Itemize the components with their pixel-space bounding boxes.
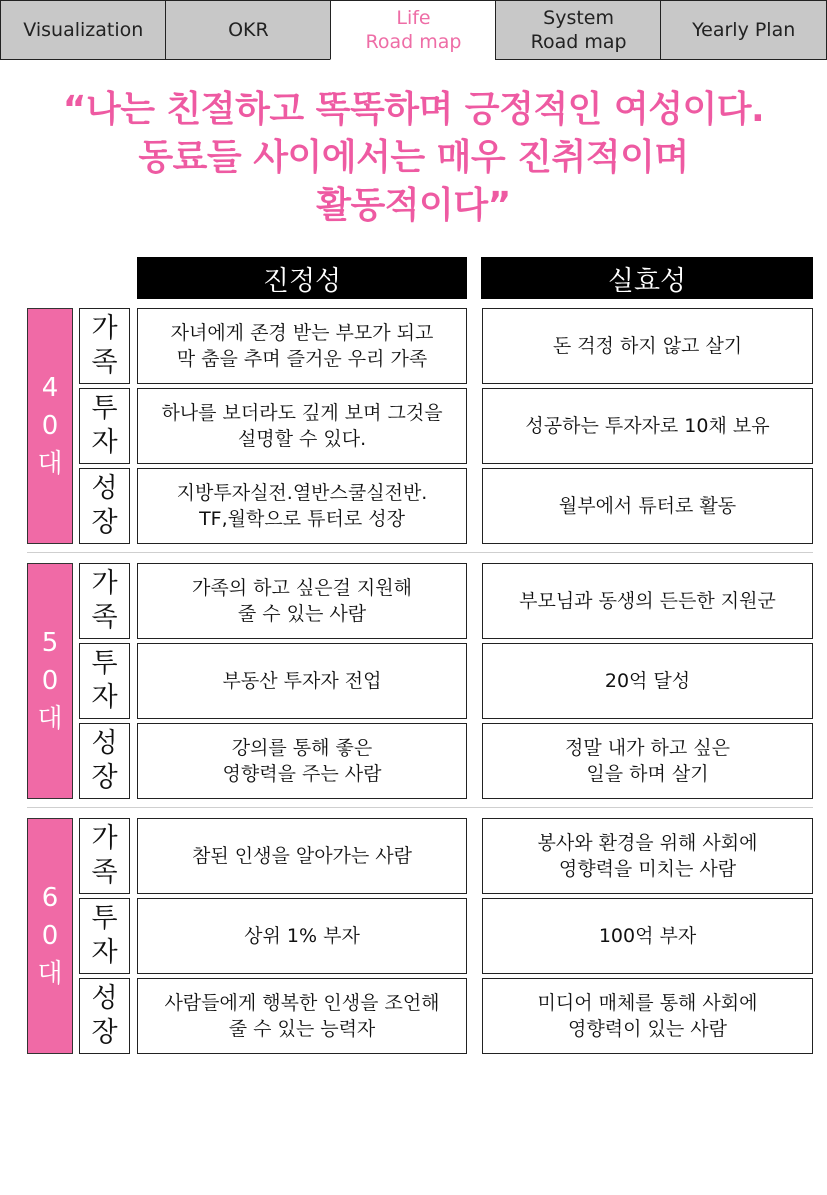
row-family [0, 563, 827, 639]
row-family [0, 818, 827, 894]
age-group-60s [0, 818, 827, 1054]
category-growth: 성 장 [79, 978, 130, 1054]
quote-line-1: “나는 친절하고 똑똑하며 긍정적인 여성이다. [62, 89, 765, 130]
tab-bar [0, 0, 827, 60]
category-family: 가 족 [79, 563, 130, 639]
row-family [0, 308, 827, 384]
category-family: 가 족 [79, 818, 130, 894]
row-investment [0, 898, 827, 974]
authenticity-cell: 지방투자실전.열반스쿨실전반. TF,월학으로 튜터로 성장 [137, 468, 467, 544]
vision-quote [10, 86, 817, 230]
row-growth [0, 723, 827, 799]
tab-system-road-map[interactable]: System Road map [495, 0, 662, 60]
authenticity-cell: 하나를 보더라도 깊게 보며 그것을 설명할 수 있다. [137, 388, 467, 464]
tab-yearly-plan[interactable]: Yearly Plan [660, 0, 827, 60]
category-investment: 투 자 [79, 643, 130, 719]
authenticity-cell: 상위 1% 부자 [137, 898, 467, 974]
effectiveness-cell: 돈 걱정 하지 않고 살기 [482, 308, 813, 384]
tab-visualization[interactable]: Visualization [0, 0, 167, 60]
age-label-40s: 4 0 대 [27, 308, 73, 544]
age-group-40s [0, 308, 827, 544]
authenticity-cell: 사람들에게 행복한 인생을 조언해 줄 수 있는 능력자 [137, 978, 467, 1054]
row-investment [0, 388, 827, 464]
effectiveness-cell: 미디어 매체를 통해 사회에 영향력이 있는 사람 [482, 978, 813, 1054]
row-growth [0, 468, 827, 544]
effectiveness-cell: 성공하는 투자자로 10채 보유 [482, 388, 813, 464]
header-authenticity: 진정성 [137, 257, 467, 299]
effectiveness-cell: 100억 부자 [482, 898, 813, 974]
effectiveness-cell: 정말 내가 하고 싶은 일을 하며 살기 [482, 723, 813, 799]
age-label-60s: 6 0 대 [27, 818, 73, 1054]
tab-life-road-map[interactable]: Life Road map [330, 0, 497, 60]
row-investment [0, 643, 827, 719]
category-investment: 투 자 [79, 388, 130, 464]
authenticity-cell: 강의를 통해 좋은 영향력을 주는 사람 [137, 723, 467, 799]
tab-okr[interactable]: OKR [165, 0, 332, 60]
row-growth [0, 978, 827, 1054]
quote-line-3: 활동적이다” [316, 185, 511, 226]
age-group-50s [0, 563, 827, 799]
effectiveness-cell: 부모님과 동생의 든든한 지원군 [482, 563, 813, 639]
category-investment: 투 자 [79, 898, 130, 974]
category-growth: 성 장 [79, 468, 130, 544]
authenticity-cell: 참된 인생을 알아가는 사람 [137, 818, 467, 894]
quote-line-2: 동료들 사이에서는 매우 진취적이며 [138, 137, 689, 178]
authenticity-cell: 가족의 하고 싶은걸 지원해 줄 수 있는 사람 [137, 563, 467, 639]
header-effectiveness: 실효성 [481, 257, 813, 299]
effectiveness-cell: 봉사와 환경을 위해 사회에 영향력을 미치는 사람 [482, 818, 813, 894]
group-divider [27, 807, 813, 808]
group-divider [27, 552, 813, 553]
effectiveness-cell: 월부에서 튜터로 활동 [482, 468, 813, 544]
authenticity-cell: 자녀에게 존경 받는 부모가 되고 막 춤을 추며 즐거운 우리 가족 [137, 308, 467, 384]
age-label-50s: 5 0 대 [27, 563, 73, 799]
effectiveness-cell: 20억 달성 [482, 643, 813, 719]
category-family: 가 족 [79, 308, 130, 384]
category-growth: 성 장 [79, 723, 130, 799]
authenticity-cell: 부동산 투자자 전업 [137, 643, 467, 719]
